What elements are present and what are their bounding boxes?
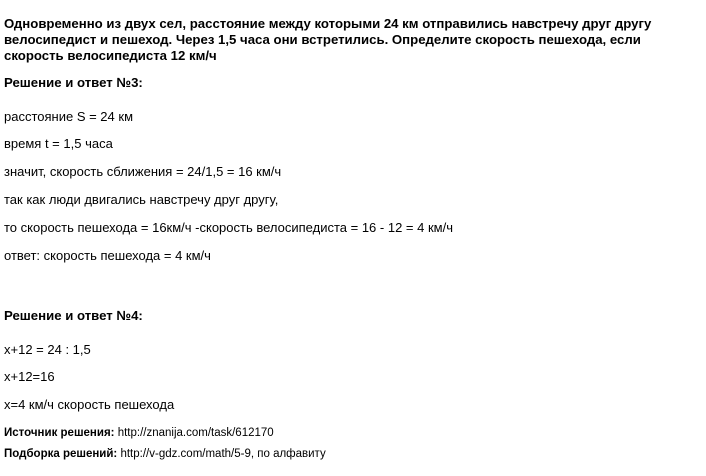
solution-4-line-3: x=4 км/ч скорость пешехода — [4, 397, 175, 412]
solution-3-line-2: время t = 1,5 часа — [4, 136, 113, 151]
solution-4-line-1: x+12 = 24 : 1,5 — [4, 342, 91, 357]
document-page — [4, 16, 704, 460]
source-line — [4, 426, 274, 440]
solution-4-heading: Решение и ответ №4: — [4, 308, 143, 323]
solution-4-line-2: x+12=16 — [4, 369, 55, 384]
collection-label: Подборка решений: — [4, 448, 118, 460]
collection-line — [4, 447, 326, 461]
solution-3-heading: Решение и ответ №3: — [4, 75, 143, 90]
source-label: Источник решения: — [4, 427, 115, 439]
solution-3-line-4: так как люди двигались навстречу друг другу, — [4, 192, 279, 207]
collection-link[interactable]: http://v-gdz.com/math/5-9, по алфавиту — [120, 448, 326, 460]
source-link[interactable]: http://znanija.com/task/612170 — [117, 427, 274, 439]
solution-3-line-6: ответ: скорость пешехода = 4 км/ч — [4, 248, 211, 263]
problem-statement: Одновременно из двух сел, расстояние между которыми 24 км отправились навстречу друг другу велосипедист и пешеход. Через 1,5 часа они встретились. Определите скорость пешехода, если скорость велосипедиста 12 км/ч — [4, 16, 652, 63]
solution-3-line-3: значит, скорость сближения = 24/1,5 = 16 км/ч — [4, 164, 282, 179]
solution-3-line-1: расстояние S = 24 км — [4, 109, 134, 124]
solution-3-line-5: то скорость пешехода = 16км/ч -скорость велосипедиста = 16 - 12 = 4 км/ч — [4, 220, 453, 235]
